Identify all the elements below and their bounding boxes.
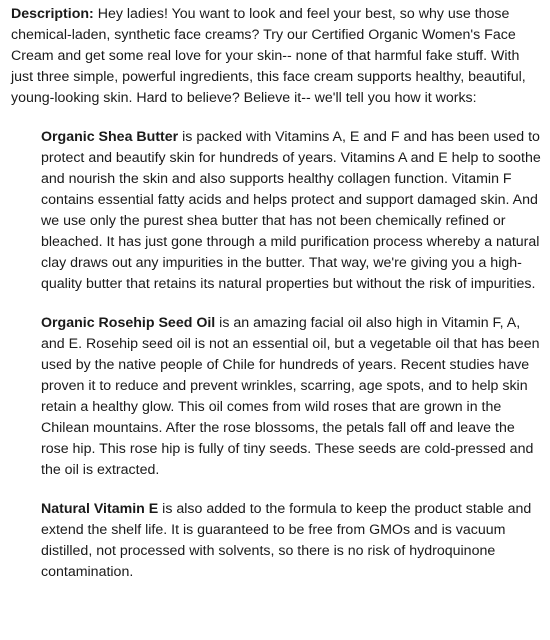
description-text: Hey ladies! You want to look and feel your best, so why use those chemical-laden, synthetic face creams? Try our Certified Organic Women's Face Cream and get some real love for your skin-- none of that harmful fake stuff. With just three simple, powerful ingredients, this face cream supports healthy, beautiful, young-looking skin. Hard to believe? Believe it-- we'll tell you how it works:: [11, 6, 526, 106]
ingredient-rosehip-oil: [41, 313, 544, 481]
ingredient-text: is packed with Vitamins A, E and F and has been used to protect and beautify skin for hundreds of years. Vitamins A and E help to soothe and nourish the skin and also supports healthy collagen function. Vitamin F contains essential fatty acids and helps protect and support damaged skin. And we use only the purest shea butter that has not been chemically refined or bleached. It has just gone through a mild purification process whereby a natural clay draws out any impurities in the butter. That way, we're giving you a high-quality butter that retains its natural properties but without the risk of impurities.: [41, 129, 541, 292]
ingredient-vitamin-e: [41, 499, 544, 583]
description-label: Description:: [11, 6, 94, 22]
ingredient-name: Organic Rosehip Seed Oil: [41, 315, 216, 331]
ingredient-name: Natural Vitamin E: [41, 501, 159, 517]
ingredient-text: is an amazing facial oil also high in Vitamin F, A, and E. Rosehip seed oil is not an essential oil, but a vegetable oil that has been used by the native people of Chile for hundreds of years. Recent studies have proven it to reduce and prevent wrinkles, scarring, age spots, and to help skin retain a healthy glow. This oil comes from wild roses that are grown in the Chilean mountains. After the rose blossoms, the petals fall off and leave the rose hip. This rose hip is fully of tiny seeds. These seeds are cold-pressed and the oil is extracted.: [41, 315, 540, 478]
description-paragraph: [11, 4, 544, 109]
ingredient-name: Organic Shea Butter: [41, 129, 179, 145]
ingredient-shea-butter: [41, 127, 544, 295]
ingredient-text: is also added to the formula to keep the product stable and extend the shelf life. It is guaranteed to be free from GMOs and is vacuum distilled, not processed with solvents, so there is no risk of hydroquinone contamination.: [41, 501, 532, 580]
